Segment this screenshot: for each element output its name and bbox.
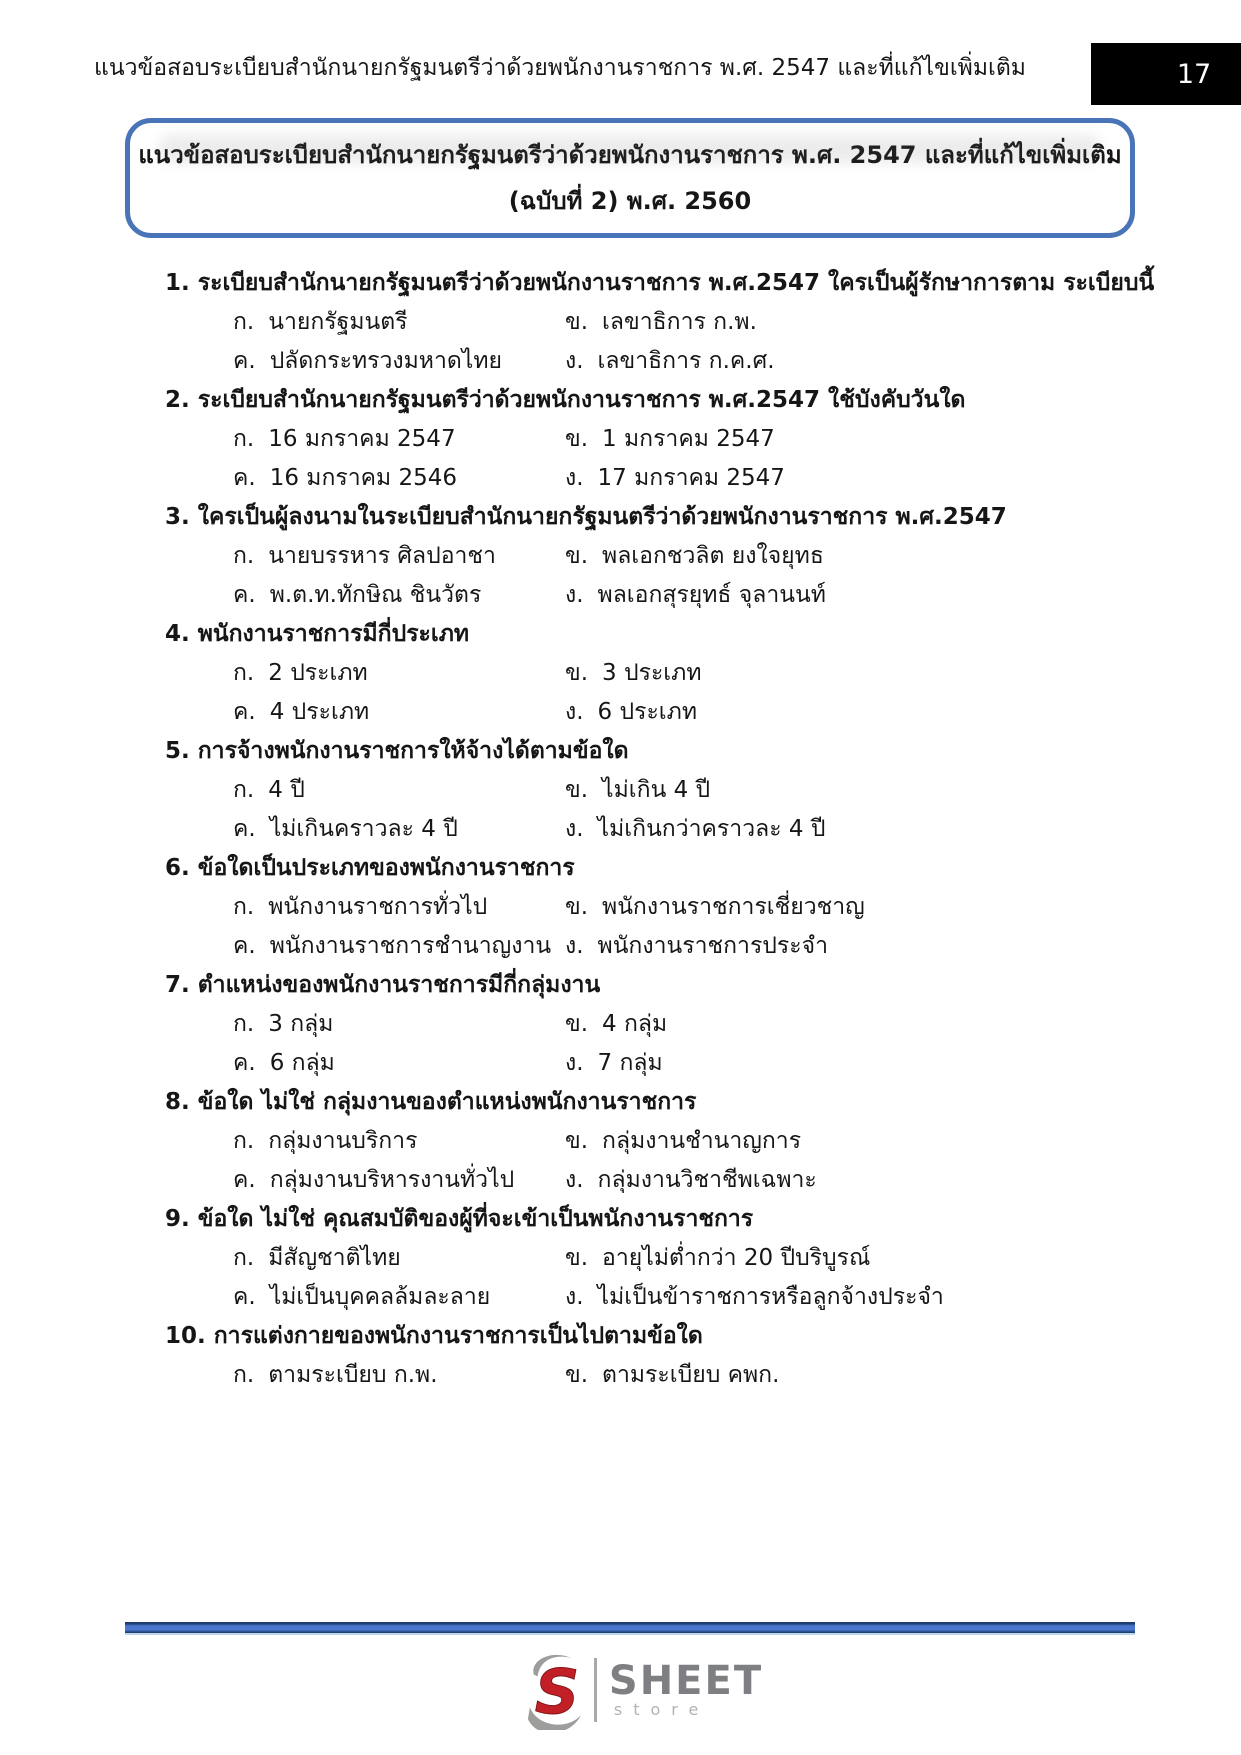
question-heading bbox=[165, 498, 1135, 537]
option-row bbox=[165, 1161, 1135, 1200]
question-heading bbox=[165, 264, 1155, 303]
option bbox=[565, 576, 826, 615]
logo-sub-text: store bbox=[613, 1700, 710, 1719]
question-text: ข้อใด ไม่ใช่ คุณสมบัติของผู้ที่จะเข้าเป็นพนักงานราชการ bbox=[197, 1206, 754, 1232]
option-text: 6 ประเภท bbox=[597, 699, 697, 725]
option bbox=[565, 810, 825, 849]
option bbox=[565, 927, 828, 966]
option bbox=[233, 342, 565, 381]
question-text: ข้อใดเป็นประเภทของพนักงานราชการ bbox=[197, 855, 575, 881]
option-text: 3 กลุ่ม bbox=[268, 1011, 334, 1037]
question-heading bbox=[165, 732, 1135, 771]
option bbox=[565, 1044, 663, 1083]
option bbox=[233, 1278, 565, 1317]
option-label: ก. bbox=[233, 1128, 255, 1154]
logo-s-icon bbox=[526, 1650, 584, 1730]
logo-wordmark bbox=[608, 1658, 764, 1719]
question-list bbox=[165, 264, 1155, 1395]
option-label: ค. bbox=[233, 1167, 256, 1193]
option-label: ข. bbox=[565, 543, 589, 569]
logo-brand-text: SHEET bbox=[608, 1658, 764, 1704]
question-text: ระเบียบสำนักนายกรัฐมนตรีว่าด้วยพนักงานราชการ พ.ศ.2547 ใครเป็นผู้รักษาการตาม ระเบียบนี้ bbox=[197, 270, 1155, 296]
option bbox=[233, 1044, 565, 1083]
option-label: ข. bbox=[565, 660, 589, 686]
option-text: ตามระเบียบ คพก. bbox=[602, 1362, 780, 1388]
option-label: ก. bbox=[233, 1245, 255, 1271]
option-label: ข. bbox=[565, 426, 589, 452]
option-label: ง. bbox=[565, 582, 584, 608]
option-text: 4 กลุ่ม bbox=[602, 1011, 668, 1037]
option-label: ง. bbox=[565, 348, 584, 374]
option-label: ค. bbox=[233, 1284, 256, 1310]
question-number: 4. bbox=[165, 621, 190, 647]
option bbox=[233, 771, 565, 810]
option-text: พ.ต.ท.ทักษิณ ชินวัตร bbox=[269, 582, 482, 608]
question-text: ใครเป็นผู้ลงนามในระเบียบสำนักนายกรัฐมนตรีว่าด้วยพนักงานราชการ พ.ศ.2547 bbox=[197, 504, 1007, 530]
option-row bbox=[165, 342, 1135, 381]
option bbox=[565, 537, 824, 576]
option-label: ง. bbox=[565, 699, 584, 725]
option bbox=[565, 1122, 801, 1161]
option-text: 4 ประเภท bbox=[269, 699, 370, 725]
option-text: พลเอกสุรยุทธ์ จุลานนท์ bbox=[597, 582, 826, 608]
option-row bbox=[165, 1122, 1135, 1161]
option-text: เลขาธิการ ก.ค.ศ. bbox=[597, 348, 775, 374]
option-text: ไม่เกินคราวละ 4 ปี bbox=[269, 816, 458, 842]
option-text: ไม่เป็นข้าราชการหรือลูกจ้างประจำ bbox=[597, 1284, 944, 1310]
option bbox=[565, 420, 775, 459]
exam-title-line2: (ฉบับที่ 2) พ.ศ. 2560 bbox=[508, 187, 752, 215]
option-row bbox=[165, 537, 1135, 576]
option-row bbox=[165, 420, 1135, 459]
question-heading bbox=[165, 1317, 1135, 1356]
option-label: ค. bbox=[233, 933, 256, 959]
option-label: ค. bbox=[233, 816, 256, 842]
option-text: กลุ่มงานวิชาชีพเฉพาะ bbox=[597, 1167, 817, 1193]
option bbox=[565, 1161, 817, 1200]
option-text: ไม่เกิน 4 ปี bbox=[602, 777, 711, 803]
option-label: ง. bbox=[565, 816, 584, 842]
option-label: ก. bbox=[233, 1011, 255, 1037]
question-heading bbox=[165, 615, 1135, 654]
option-text: อายุไม่ต่ำกว่า 20 ปีบริบูรณ์ bbox=[602, 1245, 871, 1271]
option-label: ก. bbox=[233, 543, 255, 569]
option-label: ค. bbox=[233, 699, 256, 725]
option-text: เลขาธิการ ก.พ. bbox=[602, 309, 757, 335]
option-text: กลุ่มงานบริหารงานทั่วไป bbox=[269, 1167, 515, 1193]
option-text: ตามระเบียบ ก.พ. bbox=[268, 1362, 438, 1388]
option bbox=[233, 927, 565, 966]
option bbox=[565, 1278, 944, 1317]
option-row bbox=[165, 888, 1135, 927]
option bbox=[233, 420, 565, 459]
exam-title-line1: แนวข้อสอบระเบียบสำนักนายกรัฐมนตรีว่าด้วยพนักงานราชการ พ.ศ. 2547 และที่แก้ไขเพิ่มเติม bbox=[138, 141, 1122, 169]
option-text: 4 ปี bbox=[268, 777, 305, 803]
option bbox=[233, 459, 565, 498]
option-text: นายบรรหาร ศิลปอาชา bbox=[268, 543, 496, 569]
option bbox=[233, 693, 565, 732]
option bbox=[233, 576, 565, 615]
question-number: 8. bbox=[165, 1089, 190, 1115]
option-text: พลเอกชวลิต ยงใจยุทธ bbox=[602, 543, 824, 569]
option bbox=[233, 537, 565, 576]
option bbox=[565, 1005, 667, 1044]
option bbox=[565, 771, 710, 810]
page-number-badge bbox=[1091, 43, 1241, 105]
option bbox=[565, 342, 775, 381]
question-text: ตำแหน่งของพนักงานราชการมีกี่กลุ่มงาน bbox=[197, 972, 601, 998]
question-text: การจ้างพนักงานราชการให้จ้างได้ตามข้อใด bbox=[197, 738, 629, 764]
question-heading bbox=[165, 849, 1135, 888]
option-row bbox=[165, 459, 1135, 498]
option-label: ก. bbox=[233, 894, 255, 920]
option-label: ข. bbox=[565, 309, 589, 335]
option bbox=[233, 1161, 565, 1200]
question-text: พนักงานราชการมีกี่ประเภท bbox=[197, 621, 470, 647]
option bbox=[565, 303, 757, 342]
option-label: ก. bbox=[233, 309, 255, 335]
question-number: 9. bbox=[165, 1206, 190, 1232]
option-text: พนักงานราชการทั่วไป bbox=[268, 894, 488, 920]
option-row bbox=[165, 654, 1135, 693]
option-text: 16 มกราคม 2546 bbox=[269, 465, 458, 491]
option-text: มีสัญชาติไทย bbox=[268, 1245, 401, 1271]
option bbox=[233, 1122, 565, 1161]
sheet-store-logo bbox=[24, 1645, 1241, 1735]
option-label: ข. bbox=[565, 1362, 589, 1388]
option-text: 6 กลุ่ม bbox=[269, 1050, 335, 1076]
option-row bbox=[165, 771, 1135, 810]
option-text: 2 ประเภท bbox=[268, 660, 368, 686]
option bbox=[565, 693, 697, 732]
option bbox=[233, 888, 565, 927]
question-number: 6. bbox=[165, 855, 190, 881]
option-label: ง. bbox=[565, 465, 584, 491]
question-heading bbox=[165, 1083, 1135, 1122]
option-row bbox=[165, 693, 1135, 732]
option-text: นายกรัฐมนตรี bbox=[268, 309, 408, 335]
question-heading bbox=[165, 381, 1135, 420]
option-label: ก. bbox=[233, 1362, 255, 1388]
question-number: 5. bbox=[165, 738, 190, 764]
question-text: การแต่งกายของพนักงานราชการเป็นไปตามข้อใด bbox=[213, 1323, 703, 1349]
question-number: 7. bbox=[165, 972, 190, 998]
footer-divider-bar bbox=[125, 1622, 1135, 1635]
page-number: 17 bbox=[1176, 58, 1212, 90]
option-row bbox=[165, 1356, 1135, 1395]
option-label: ง. bbox=[565, 933, 584, 959]
option-row bbox=[165, 1005, 1135, 1044]
option-text: 16 มกราคม 2547 bbox=[268, 426, 456, 452]
option bbox=[233, 303, 565, 342]
option-text: กลุ่มงานบริการ bbox=[268, 1128, 418, 1154]
option-text: 3 ประเภท bbox=[602, 660, 702, 686]
option-text: ปลัดกระทรวงมหาดไทย bbox=[269, 348, 503, 374]
option-label: ก. bbox=[233, 660, 255, 686]
question-text: ระเบียบสำนักนายกรัฐมนตรีว่าด้วยพนักงานราชการ พ.ศ.2547 ใช้บังคับวันใด bbox=[197, 387, 966, 413]
option bbox=[233, 654, 565, 693]
option-label: ค. bbox=[233, 1050, 256, 1076]
option-text: พนักงานราชการประจำ bbox=[597, 933, 828, 959]
question-heading bbox=[165, 1200, 1135, 1239]
exam-title-box bbox=[125, 118, 1135, 238]
option-label: ข. bbox=[565, 1128, 589, 1154]
option-label: ก. bbox=[233, 426, 255, 452]
option bbox=[565, 459, 785, 498]
question-number: 3. bbox=[165, 504, 190, 530]
logo-divider bbox=[594, 1658, 597, 1722]
option-label: ง. bbox=[565, 1284, 584, 1310]
page-header-title: แนวข้อสอบระเบียบสำนักนายกรัฐมนตรีว่าด้วยพนักงานราชการ พ.ศ. 2547 และที่แก้ไขเพิ่มเติม bbox=[94, 55, 1026, 81]
question-text: ข้อใด ไม่ใช่ กลุ่มงานของตำแหน่งพนักงานราชการ bbox=[197, 1089, 697, 1115]
option bbox=[233, 1356, 565, 1395]
option-label: ข. bbox=[565, 1011, 589, 1037]
question-number: 2. bbox=[165, 387, 190, 413]
question-number: 10. bbox=[165, 1323, 206, 1349]
question-number: 1. bbox=[165, 270, 190, 296]
option-row bbox=[165, 1278, 1135, 1317]
option-text: พนักงานราชการชำนาญงาน bbox=[269, 933, 552, 959]
question-heading bbox=[165, 966, 1135, 1005]
option bbox=[565, 888, 865, 927]
option-label: ง. bbox=[565, 1050, 584, 1076]
option-text: 1 มกราคม 2547 bbox=[602, 426, 775, 452]
option-row bbox=[165, 576, 1135, 615]
option-row bbox=[165, 303, 1135, 342]
option-text: 7 กลุ่ม bbox=[597, 1050, 663, 1076]
option bbox=[233, 1239, 565, 1278]
option bbox=[565, 654, 701, 693]
option-text: 17 มกราคม 2547 bbox=[597, 465, 785, 491]
option-label: ค. bbox=[233, 582, 256, 608]
option-label: ง. bbox=[565, 1167, 584, 1193]
option-label: ข. bbox=[565, 777, 589, 803]
option-text: ไม่เป็นบุคคลล้มละลาย bbox=[269, 1284, 491, 1310]
option-text: กลุ่มงานชำนาญการ bbox=[602, 1128, 802, 1154]
option-text: พนักงานราชการเชี่ยวชาญ bbox=[602, 894, 865, 920]
option-label: ก. bbox=[233, 777, 255, 803]
option-text: ไม่เกินกว่าคราวละ 4 ปี bbox=[597, 816, 826, 842]
option bbox=[233, 1005, 565, 1044]
svg-text:S: S bbox=[534, 1656, 580, 1729]
option bbox=[565, 1356, 779, 1395]
option-row bbox=[165, 1044, 1135, 1083]
option-row bbox=[165, 810, 1135, 849]
option-label: ข. bbox=[565, 894, 589, 920]
option bbox=[565, 1239, 870, 1278]
option-row bbox=[165, 927, 1135, 966]
option-label: ข. bbox=[565, 1245, 589, 1271]
option-label: ค. bbox=[233, 348, 256, 374]
option-label: ค. bbox=[233, 465, 256, 491]
option-row bbox=[165, 1239, 1135, 1278]
option bbox=[233, 810, 565, 849]
